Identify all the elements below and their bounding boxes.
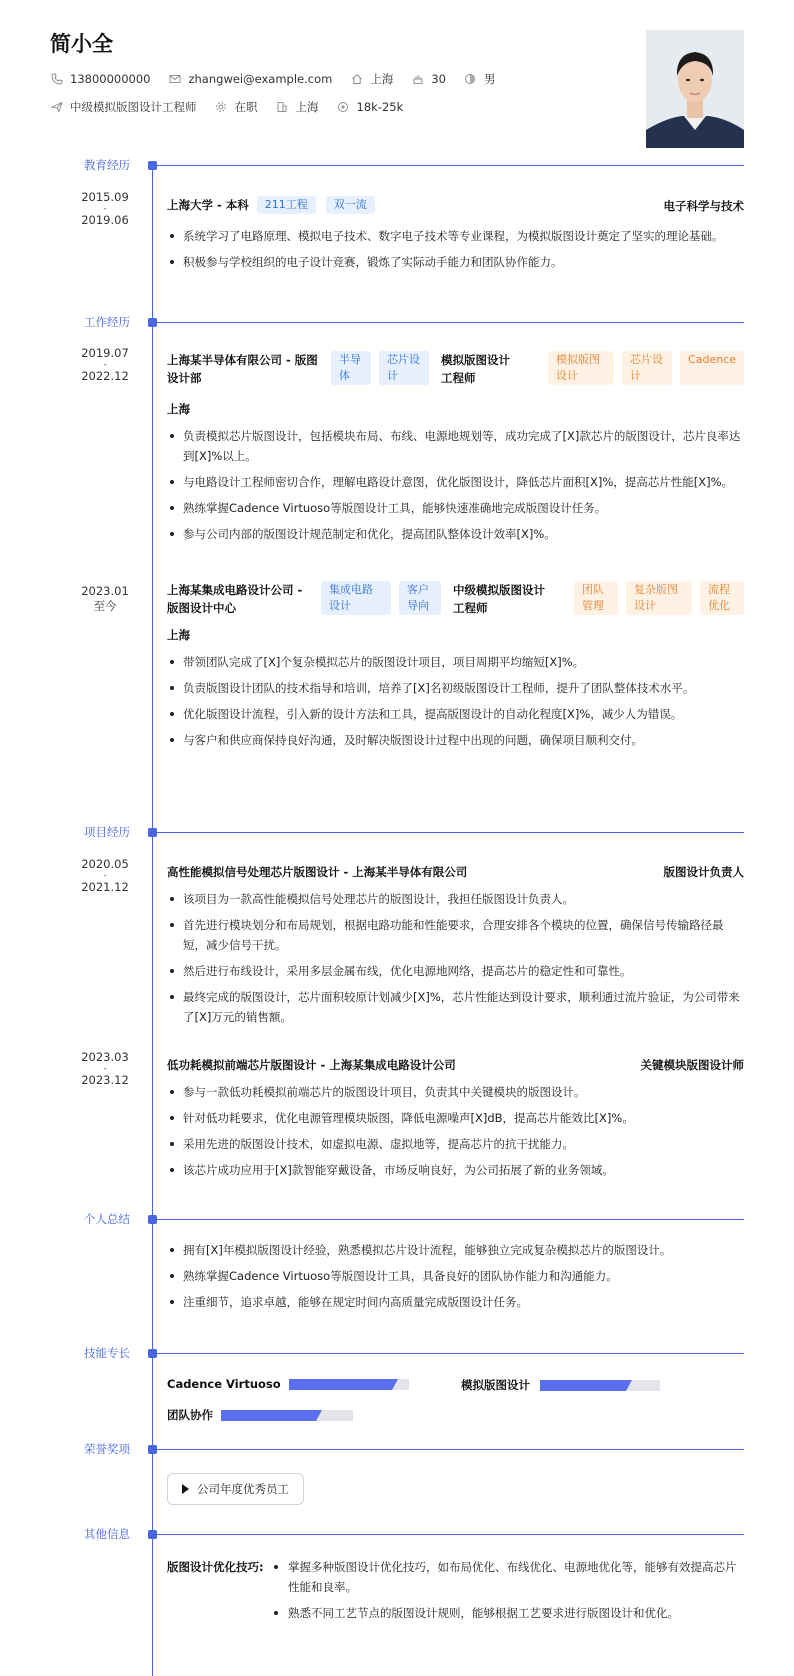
company-tag: 客户导向 (399, 581, 441, 615)
project-dates (70, 1050, 140, 1088)
company-name: 上海某半导体有限公司 - 版图设计部 (167, 353, 318, 385)
cake-icon (411, 73, 424, 86)
list-item: 采用先进的版图设计技术，如虚拟电源、虚拟地等，提高芯片的抗干扰能力。 (167, 1134, 744, 1154)
other-bullets (268, 1557, 744, 1629)
work-bullets (167, 426, 744, 550)
skill-item (461, 1377, 660, 1393)
project-role: 关键模块版图设计师 (640, 1058, 744, 1072)
date-start: 2023.03 (81, 1050, 129, 1064)
company-name: 上海某集成电路设计公司 - 版图设计中心 (167, 583, 303, 615)
phone-icon (50, 73, 63, 86)
send-icon (50, 101, 63, 114)
list-item: 参与公司内部的版图设计规范制定和优化，提高团队整体设计效率[X]%。 (167, 524, 744, 544)
list-item: 针对低功耗要求，优化电源管理模块版图，降低电源噪声[X]dB，提高芯片能效比[X]%。 (167, 1108, 744, 1128)
date-separator: - (103, 360, 107, 370)
resume-name: 简小全 (50, 32, 113, 56)
project-title: 低功耗模拟前端芯片版图设计 - 上海某集成电路设计公司 (167, 1058, 456, 1072)
list-item: 熟悉不同工艺节点的版图设计规则，能够根据工艺要求进行版图设计和优化。 (268, 1603, 744, 1623)
work-header (167, 581, 744, 617)
section-title: 其他信息 (84, 1527, 130, 1541)
job-item (50, 99, 197, 115)
section-divider (156, 1219, 744, 1220)
position-title: 中级模拟版图设计工程师 (453, 583, 545, 615)
project-bullets (167, 889, 744, 1033)
date-separator: - (103, 204, 107, 214)
intent-row (50, 99, 421, 115)
school-name: 上海大学 - 本科 (167, 198, 249, 212)
list-item: 熟练掌握Cadence Virtuoso等版图设计工具，具备良好的团队协作能力和沟通能力。 (167, 1266, 744, 1286)
education-dates (70, 190, 140, 228)
section-other-header (0, 1527, 794, 1541)
work-city: 上海 (167, 402, 190, 416)
email-item (168, 72, 332, 86)
gender-item (464, 71, 496, 87)
status-text: 在职 (234, 100, 258, 114)
position-tag: 团队管理 (574, 581, 618, 615)
list-item: 与客户和供应商保持良好沟通，及时解决版图设计过程中出现的问题，确保项目顺利交付。 (167, 730, 744, 750)
section-title: 项目经历 (84, 825, 130, 839)
award-text: 公司年度优秀员工 (197, 1482, 289, 1496)
work-city: 上海 (167, 628, 190, 642)
section-title: 工作经历 (84, 315, 130, 329)
job-city-text: 上海 (295, 100, 319, 114)
skill-bar (289, 1379, 409, 1390)
city-item (350, 71, 393, 87)
summary-bullets (167, 1240, 744, 1318)
company-tag: 半导体 (331, 351, 371, 385)
skill-bar-fill (289, 1379, 392, 1390)
company-tags (321, 581, 449, 615)
position-tags (566, 581, 744, 615)
status-item (215, 99, 258, 115)
section-divider (156, 1449, 744, 1450)
section-project-header (0, 825, 794, 839)
company-tag: 集成电路设计 (321, 581, 391, 615)
position-title: 模拟版图设计工程师 (441, 353, 510, 385)
list-item: 参与一款低功耗模拟前端芯片的版图设计项目，负责其中关键模块的版图设计。 (167, 1082, 744, 1102)
salary-text: 18k-25k (356, 100, 404, 114)
skill-item (167, 1407, 353, 1423)
section-title: 荣誉奖项 (84, 1442, 130, 1456)
skill-bar (221, 1410, 353, 1421)
age-item (411, 72, 446, 86)
job-title-text: 中级模拟版图设计工程师 (70, 100, 197, 114)
work-header (167, 351, 744, 387)
section-honors-header (0, 1442, 794, 1456)
skill-item (167, 1377, 409, 1391)
section-divider (156, 165, 744, 166)
list-item: 带领团队完成了[X]个复杂模拟芯片的版图设计项目，项目周期平均缩短[X]%。 (167, 652, 744, 672)
section-title: 个人总结 (84, 1212, 130, 1226)
list-item: 注重细节，追求卓越，能够在规定时间内高质量完成版图设计任务。 (167, 1292, 744, 1312)
home-icon (350, 73, 363, 86)
list-item: 负责版图设计团队的技术指导和培训，培养了[X]名初级版图设计工程师，提升了团队整体技术水平。 (167, 678, 744, 698)
date-separator: - (103, 871, 107, 881)
list-item: 负责模拟芯片版图设计，包括模块布局、布线、电源地规划等，成功完成了[X]款芯片的版图设计，芯片良率达到[X]%以上。 (167, 426, 744, 466)
project-role: 版图设计负责人 (663, 865, 744, 879)
skill-bar (540, 1380, 660, 1391)
section-divider (156, 322, 744, 323)
contact-row (50, 71, 513, 87)
job-city-item (276, 99, 319, 115)
age-text: 30 (431, 72, 446, 86)
education-bullets (167, 226, 744, 278)
phone-item (50, 72, 150, 86)
list-item: 最终完成的版图设计，芯片面积较原计划减少[X]%，芯片性能达到设计要求，顺利通过流片验证，为公司带来了[X]万元的销售额。 (167, 987, 744, 1027)
section-education-header (0, 158, 794, 172)
skill-bar-fill (221, 1410, 316, 1421)
section-summary-header (0, 1212, 794, 1226)
education-school-row (167, 196, 375, 214)
date-separator: - (103, 1064, 107, 1074)
section-title: 教育经历 (84, 158, 130, 172)
school-tag: 双一流 (326, 196, 375, 214)
list-item: 熟练掌握Cadence Virtuoso等版图设计工具，能够快速准确地完成版图设计任务。 (167, 498, 744, 518)
city-text: 上海 (370, 72, 394, 86)
profile-photo (646, 30, 744, 148)
date-end: 至今 (93, 599, 117, 613)
gender-icon (464, 73, 477, 86)
date-start: 2023.01 (81, 584, 129, 598)
list-item: 拥有[X]年模拟版图设计经验，熟悉模拟芯片设计流程，能够独立完成复杂模拟芯片的版图设计。 (167, 1240, 744, 1260)
company-tags (331, 351, 437, 385)
section-divider (156, 1534, 744, 1535)
project-dates (70, 857, 140, 895)
position-tag: 复杂版图设计 (626, 581, 692, 615)
position-tag: 芯片设计 (622, 351, 672, 385)
phone-text: 13800000000 (70, 72, 151, 86)
list-item: 系统学习了电路原理、模拟电子技术、数字电子技术等专业课程，为模拟版图设计奠定了坚实的理论基础。 (167, 226, 744, 246)
skill-bar-fill (540, 1380, 626, 1391)
list-item: 积极参与学校组织的电子设计竞赛，锻炼了实际动手能力和团队协作能力。 (167, 252, 744, 272)
list-item: 然后进行布线设计，采用多层金属布线，优化电源地网络，提高芯片的稳定性和可靠性。 (167, 961, 744, 981)
date-start: 2020.05 (81, 857, 129, 871)
section-divider (156, 1353, 744, 1354)
section-divider (156, 832, 744, 833)
date-end: 2021.12 (81, 880, 129, 894)
gender-text: 男 (483, 72, 496, 86)
list-item: 与电路设计工程师密切合作，理解电路设计意图，优化版图设计，降低芯片面积[X]%，提高芯片性能[X]%。 (167, 472, 744, 492)
list-item: 优化版图设计流程，引入新的设计方法和工具，提高版图设计的自动化程度[X]%，减少人为错误。 (167, 704, 744, 724)
date-start: 2015.09 (81, 190, 129, 204)
position-tag: 流程优化 (700, 581, 744, 615)
skill-name: 模拟版图设计 (461, 1378, 530, 1392)
date-end: 2022.12 (81, 369, 129, 383)
coin-icon (337, 101, 350, 114)
section-work-header (0, 315, 794, 329)
date-end: 2023.12 (81, 1073, 129, 1087)
building-icon (276, 101, 289, 114)
position-tags (540, 351, 744, 385)
work-bullets (167, 652, 744, 756)
play-icon (182, 1484, 189, 1494)
mail-icon (168, 73, 181, 86)
project-bullets (167, 1082, 744, 1186)
project-title: 高性能模拟信号处理芯片版图设计 - 上海某半导体有限公司 (167, 865, 468, 879)
list-item: 该项目为一款高性能模拟信号处理芯片的版图设计，我担任版图设计负责人。 (167, 889, 744, 909)
position-tag: 模拟版图设计 (548, 351, 614, 385)
gear-icon (215, 101, 228, 114)
work-dates (70, 584, 140, 614)
school-tag: 211工程 (257, 196, 316, 214)
position-tag: Cadence (680, 351, 744, 385)
section-title: 技能专长 (84, 1346, 130, 1360)
other-label: 版图设计优化技巧: (167, 1560, 264, 1574)
date-end: 2019.06 (81, 213, 129, 227)
date-start: 2019.07 (81, 346, 129, 360)
salary-item (337, 100, 404, 114)
list-item: 该芯片成功应用于[X]款智能穿戴设备，市场反响良好，为公司拓展了新的业务领域。 (167, 1160, 744, 1180)
company-tag: 芯片设计 (379, 351, 429, 385)
skill-name: Cadence Virtuoso (167, 1377, 281, 1391)
work-dates (70, 346, 140, 384)
list-item: 首先进行模块划分和布局规划，根据电路功能和性能要求，合理安排各个模块的位置，确保信号传输路径最短，减少信号干扰。 (167, 915, 744, 955)
skill-name: 团队协作 (167, 1408, 213, 1422)
section-skills-header (0, 1346, 794, 1360)
education-major: 电子科学与技术 (663, 199, 744, 213)
email-text: zhangwei@example.com (188, 72, 333, 86)
award-badge (167, 1473, 304, 1505)
list-item: 掌握多种版图设计优化技巧，如布局优化、布线优化、电源地优化等，能够有效提高芯片性能和良率。 (268, 1557, 744, 1597)
